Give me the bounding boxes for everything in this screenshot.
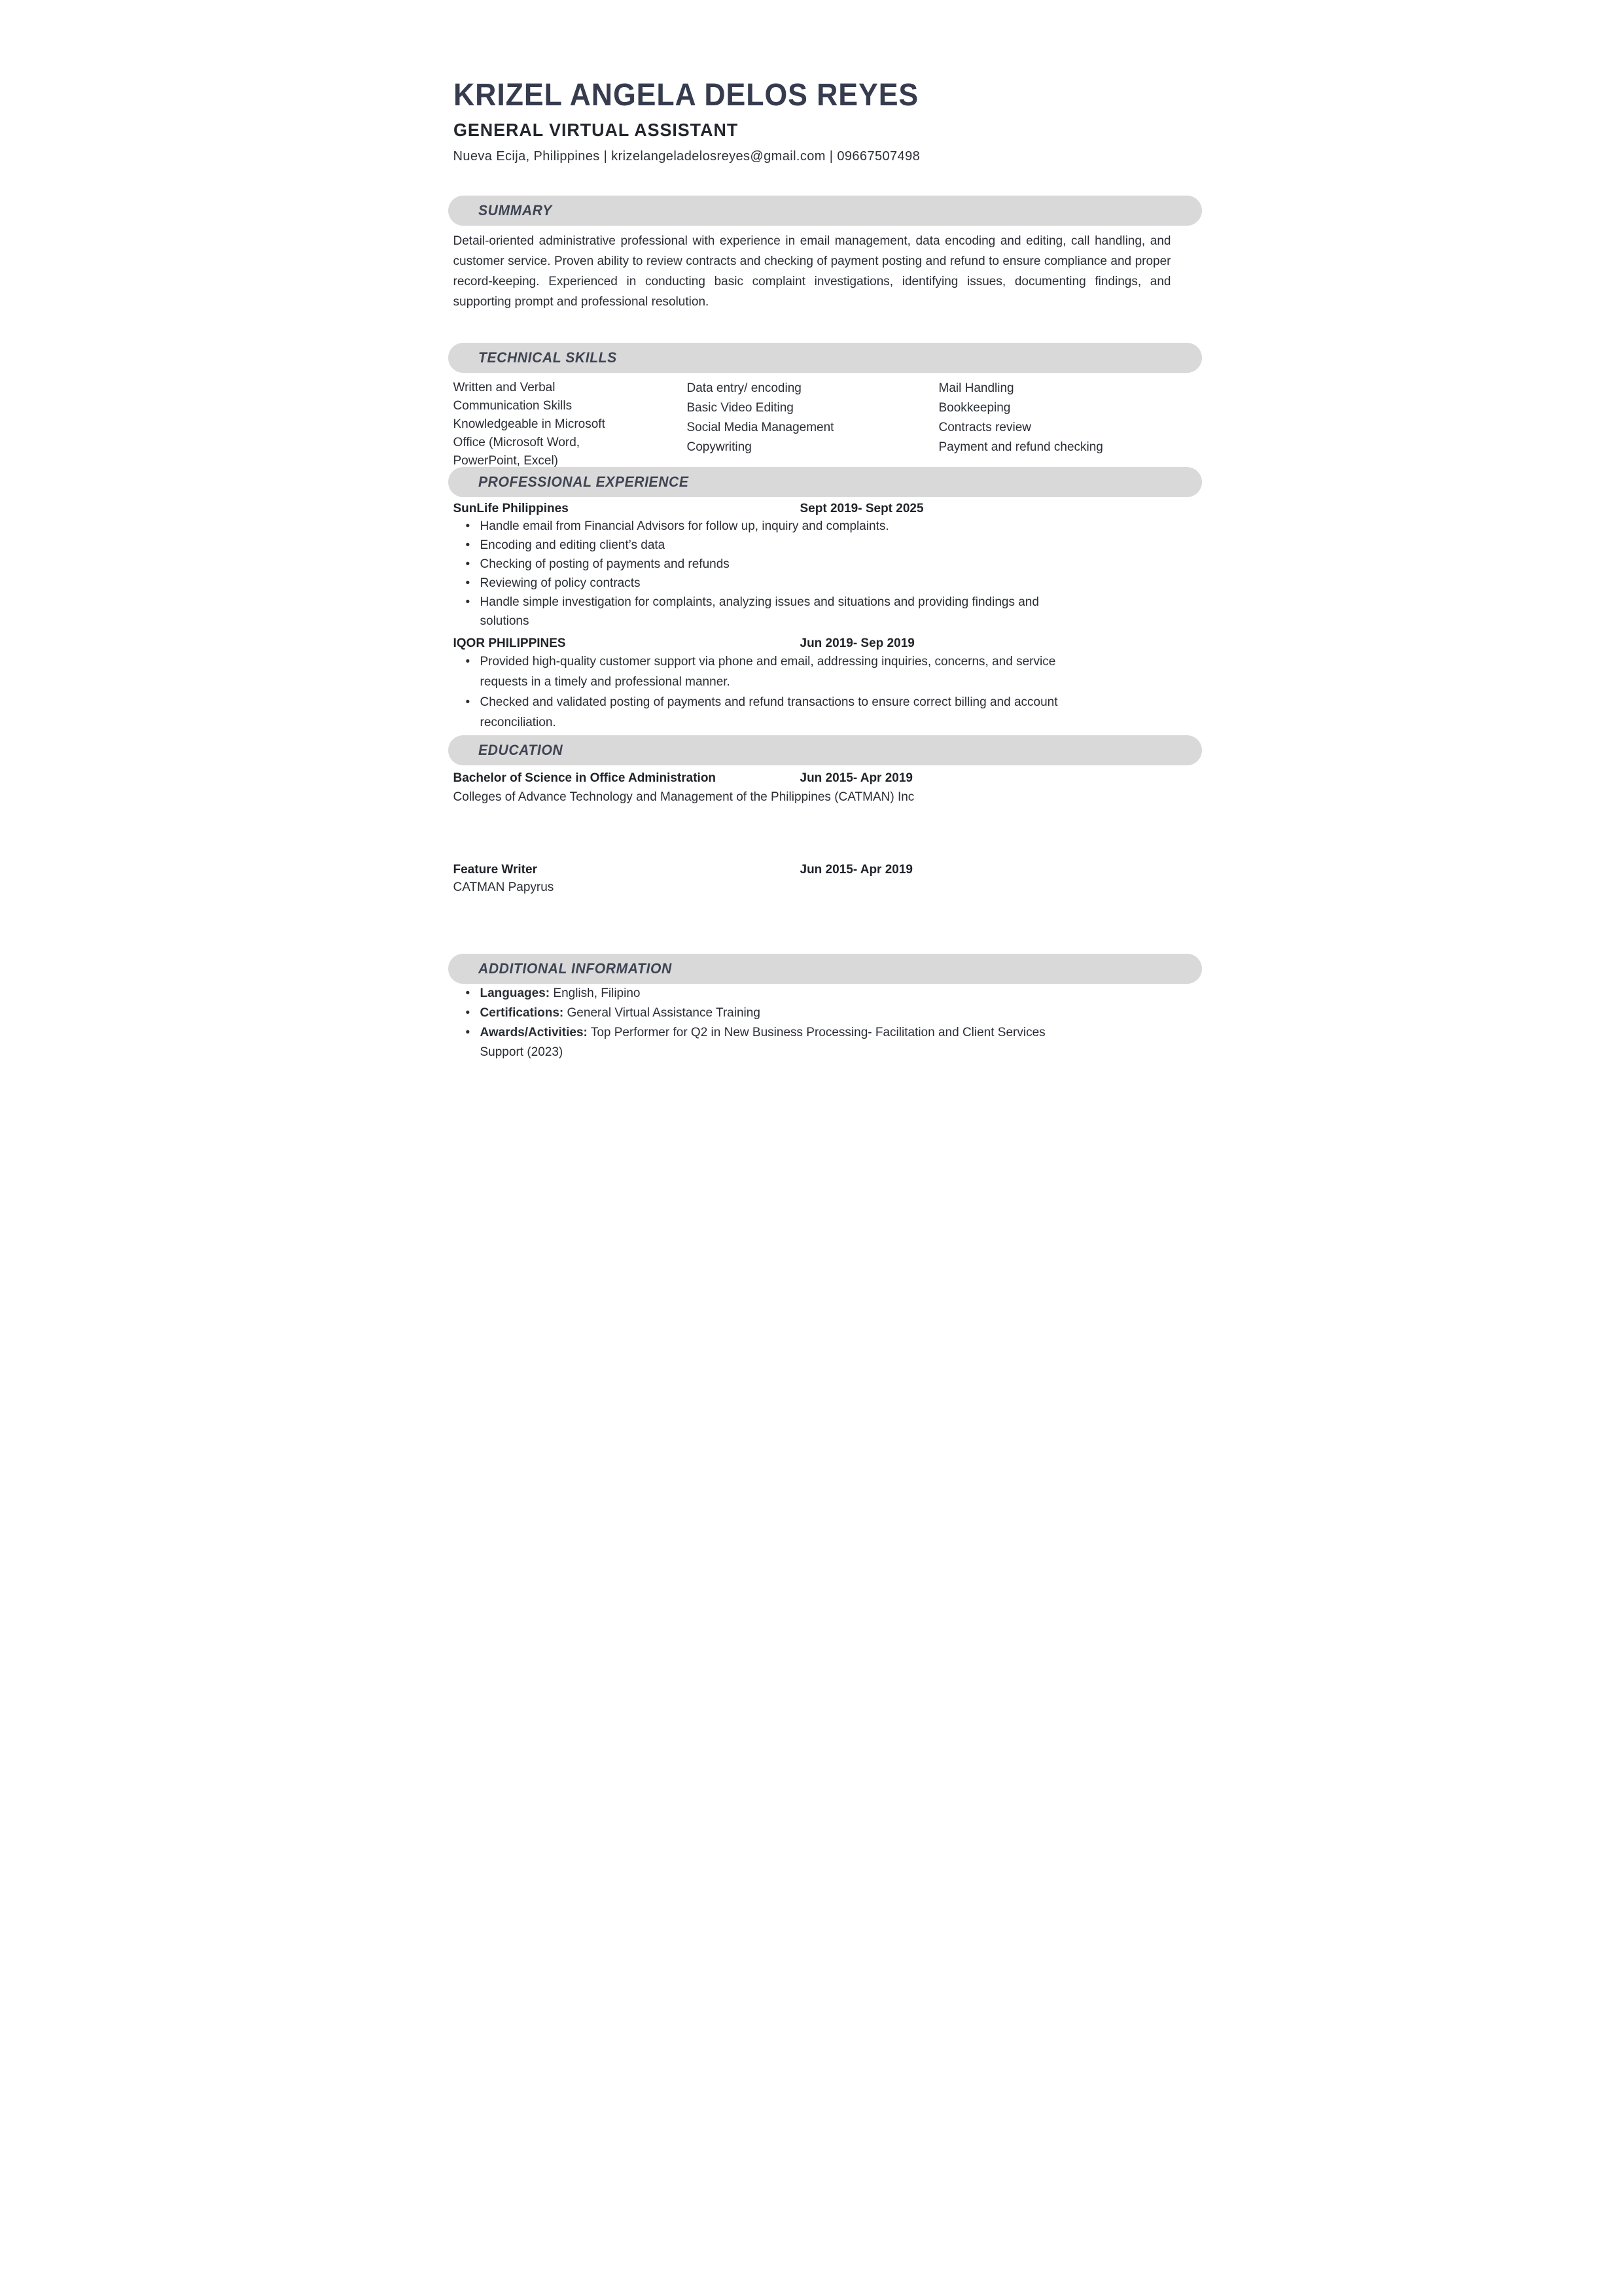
additional-item (453, 1023, 1171, 1062)
additional-item (453, 984, 1171, 1003)
bullet-dot-icon: • (465, 1006, 470, 1020)
skills-columns (453, 379, 1171, 470)
skills-column-2 (687, 379, 939, 470)
summary-paragraph: Detail-oriented administrative professional with experience in email management, data encoding and editing, call handling, and customer service. Proven ability to review contracts and checking of payment posting and refund to ensure compliance and proper record-keeping. Experienced in conducting basic complaint investigations, identifying issues, documenting findings, and supporting prompt and professional resolution. (453, 234, 1171, 309)
skills-column-3 (939, 379, 1171, 470)
job-bullet (453, 555, 1171, 574)
bullet-text: Reviewing of policy contracts (480, 576, 641, 590)
job-header-iqor (453, 636, 1171, 652)
job-bullets-sunlife (453, 517, 1171, 631)
skill-item: Social Media Management (686, 421, 834, 434)
job-bullet (453, 593, 1171, 631)
bullet-text: Checking of posting of payments and refunds (480, 557, 730, 571)
additional-item-label: Certifications: (480, 1006, 564, 1020)
skill-item: Payment and refund checking (938, 440, 1103, 454)
skill-item: Bookkeeping (938, 401, 1011, 415)
bullet-text: Handle simple investigation for complaints, analyzing issues and situations and providing findings and solutions (480, 595, 1039, 628)
job-bullet (453, 517, 1171, 536)
additional-information-heading: ADDITIONAL INFORMATION (478, 960, 672, 977)
education-heading: EDUCATION (478, 742, 563, 758)
degree-name: Feature Writer (453, 863, 537, 877)
additional-item-value: Top Performer for Q2 in New Business Processing- Facilitation and Client Services Support (2023) (480, 1026, 1046, 1059)
skill-item: Knowledgeable in Microsoft Office (Microsoft Word, PowerPoint, Excel) (453, 417, 605, 468)
bullet-dot-icon: • (465, 1026, 470, 1039)
additional-item-text (480, 1003, 1069, 1023)
additional-information-list (453, 984, 1171, 1062)
section-header-professional-experience (448, 467, 1202, 497)
resume-page (406, 0, 1218, 1148)
section-header-summary (448, 196, 1202, 226)
additional-item-text (480, 984, 1069, 1003)
job-company: IQOR PHILIPPINES (453, 636, 566, 650)
contact-line: Nueva Ecija, Philippines | krizelangeladelosreyes@gmail.com | 09667507498 (453, 149, 921, 164)
section-header-additional-information (448, 954, 1202, 984)
professional-experience-heading: PROFESSIONAL EXPERIENCE (478, 474, 689, 490)
bullet-dot-icon: • (465, 986, 470, 1000)
skill-item: Copywriting (686, 440, 752, 454)
job-bullet (453, 574, 1171, 593)
job-dates: Jun 2019- Sep 2019 (800, 636, 915, 650)
technical-skills-heading: TECHNICAL SKILLS (478, 349, 617, 366)
additional-item-value: English, Filipino (550, 986, 641, 1000)
job-bullet (453, 536, 1171, 555)
bullet-text: Provided high-quality customer support via phone and email, addressing inquiries, concerns, and service requests in a timely and professional manner. (480, 655, 1056, 689)
candidate-name: KRIZEL ANGELA DELOS REYES (453, 78, 919, 113)
bullet-dot-icon: • (465, 538, 470, 552)
bullet-dot-icon: • (465, 519, 470, 533)
job-bullets-iqor (453, 652, 1171, 733)
section-header-technical-skills (448, 343, 1202, 373)
education-entry-feature-writer (453, 862, 1171, 878)
additional-item-label: Awards/Activities: (480, 1026, 588, 1039)
resume-content (406, 78, 1218, 1062)
section-header-education (448, 735, 1202, 765)
education-entry-degree (453, 771, 1171, 786)
skill-item: Written and Verbal Communication Skills (453, 381, 573, 413)
bullet-dot-icon: • (465, 595, 470, 609)
bullet-text: Encoding and editing client’s data (480, 538, 665, 552)
job-bullet (453, 692, 1171, 733)
candidate-title: GENERAL VIRTUAL ASSISTANT (453, 120, 738, 140)
bullet-dot-icon: • (465, 655, 470, 669)
education-dates: Jun 2015- Apr 2019 (800, 771, 913, 785)
additional-item (453, 1003, 1171, 1023)
skill-item: Mail Handling (938, 381, 1014, 395)
job-company: SunLife Philippines (453, 502, 569, 515)
bullet-dot-icon: • (465, 576, 470, 590)
job-dates: Sept 2019- Sept 2025 (800, 502, 924, 515)
summary-heading: SUMMARY (478, 202, 552, 218)
skill-item: Basic Video Editing (686, 401, 794, 415)
bullet-text: Handle email from Financial Advisors for follow up, inquiry and complaints. (480, 519, 889, 533)
job-bullet (453, 652, 1171, 692)
additional-item-label: Languages: (480, 986, 550, 1000)
skills-column-1 (453, 379, 687, 470)
job-header-sunlife (453, 501, 1171, 517)
additional-item-value: General Virtual Assistance Training (563, 1006, 760, 1020)
bullet-text: Checked and validated posting of payments and refund transactions to ensure correct billing and account reconciliation. (480, 695, 1058, 729)
education-school: Colleges of Advance Technology and Management of the Philippines (CATMAN) Inc (453, 790, 915, 804)
bullet-dot-icon: • (465, 695, 470, 709)
degree-name: Bachelor of Science in Office Administration (453, 771, 716, 785)
education-school: CATMAN Papyrus (453, 880, 554, 894)
skill-item: Contracts review (938, 421, 1031, 434)
skill-item: Data entry/ encoding (686, 381, 802, 395)
additional-item-text (480, 1023, 1069, 1062)
bullet-dot-icon: • (465, 557, 470, 571)
education-dates: Jun 2015- Apr 2019 (800, 863, 913, 877)
